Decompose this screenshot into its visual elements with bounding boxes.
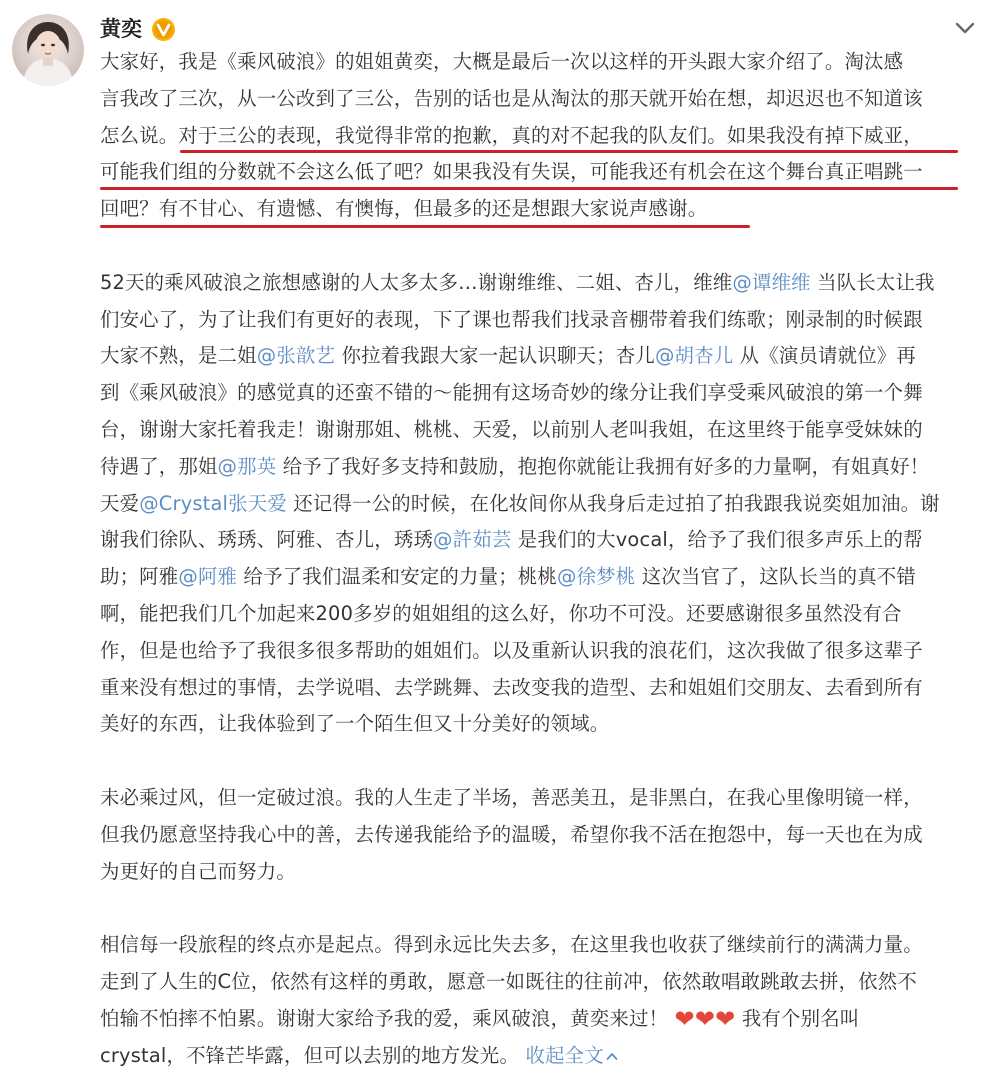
text-segment: 这次当官了，这队长当的真不错 <box>635 565 916 589</box>
mention-link[interactable]: @那英 <box>217 454 277 478</box>
text-line: 可能我们组的分数就不会这么低了吧？如果我没有失误，可能我还有机会在这个舞台真正唱跳一 <box>100 160 923 184</box>
text-line: 重来没有想过的事情，去学说唱、去学跳舞、去改变我的造型、去和姐姐们交朋友、去看到所有 <box>100 675 923 699</box>
text-segment: 大家不熟，是二姐 <box>100 344 257 368</box>
text-segment: 52天的乘风破浪之旅想感谢的人太多太多…谢谢维维、二姐、杏儿，维维 <box>100 270 733 294</box>
text-line: 们安心了，为了让我们有更好的表现，下了课也帮我们找录音棚带着我们练歌；刚录制的时候跟 <box>100 307 923 331</box>
text-line <box>100 338 972 375</box>
avatar[interactable] <box>12 14 84 86</box>
text-line: 未必乘过风，但一定破过浪。我的人生走了半场，善恶美丑，是非黑白，在我心里像明镜一样， <box>100 785 923 809</box>
text-line <box>100 1001 972 1038</box>
mention-link[interactable]: @谭维维 <box>732 270 811 294</box>
text-line: 回吧？有不甘心、有遗憾、有懊悔，但最多的还是想跟大家说声感谢。 <box>100 197 708 221</box>
highlight-underline <box>100 187 958 190</box>
text-line: 走到了人生的C位，依然有这样的勇敢，愿意一如既往的往前冲，依然敢唱敢跳敢去拼，依然不 <box>100 969 917 993</box>
text-segment: 是我们的大vocal，给予了我们很多声乐上的帮 <box>511 528 923 552</box>
text-segment: 从《演员请就位》再 <box>733 344 916 368</box>
text-line: 美好的东西，让我体验到了一个陌生但又十分美好的领域。 <box>100 712 610 736</box>
mention-link[interactable]: @許茹芸 <box>433 528 512 552</box>
text-segment: 还记得一公的时候，在化妆间你从我身后走过拍了拍我跟我说奕姐加油。谢 <box>286 491 940 515</box>
text-line: 台，谢谢大家托着我走！谢谢那姐、桃桃、天爱，以前别人老叫我姐，在这里终于能享受妹妹的 <box>100 417 923 441</box>
text-line <box>100 1038 972 1075</box>
text-line <box>100 559 972 596</box>
highlight-underline <box>180 150 958 153</box>
text-segment: 天爱 <box>100 491 140 515</box>
text-segment: 待遇了，那姐 <box>100 454 218 478</box>
text-segment: crystal，不锋芒毕露，但可以去别的地方发光。 <box>100 1043 520 1067</box>
text-segment: 我有个别名叫 <box>741 1006 860 1030</box>
text-line: 怎么说。对于三公的表现，我觉得非常的抱歉，真的对不起我的队友们。如果我没有掉下威亚， <box>100 123 923 147</box>
text-segment: 怕输不怕摔不怕累。谢谢大家给予我的爱，乘风破浪，黄奕来过！ <box>100 1006 669 1030</box>
avatar-photo <box>12 14 84 86</box>
mention-link[interactable]: @张歆艺 <box>256 344 336 368</box>
post-body <box>100 44 972 1074</box>
text-line: 但我仍愿意坚持我心中的善，去传递我能给予的温暖，希望你我不活在抱怨中，每一天也在为成 <box>100 822 923 846</box>
text-line <box>100 486 972 523</box>
verified-v-badge-icon <box>151 17 176 42</box>
chevron-up-icon <box>606 1051 618 1061</box>
text-line: 到《乘风破浪》的感觉真的还蛮不错的～能拥有这场奇妙的缘分让我们享受乘风破浪的第一个舞 <box>100 381 923 405</box>
text-segment: 给予了我好多支持和鼓励，抱抱你就能让我拥有好多的力量啊，有姐真好！ <box>276 454 930 478</box>
text-line <box>100 449 972 486</box>
paragraph-4 <box>100 927 972 1074</box>
mention-link[interactable]: @Crystal张天爱 <box>139 491 287 515</box>
mention-link[interactable]: @阿雅 <box>178 565 238 589</box>
text-line: 啊，能把我们几个加起来200多岁的姐姐组的这么好，你功不可没。还要感谢很多虽然没有合 <box>100 601 902 625</box>
paragraph-3 <box>100 780 972 890</box>
heart-emoji-icon: ❤❤❤ <box>674 1004 736 1033</box>
text-line: 言我改了三次，从一公改到了三公，告别的话也是从淘汰的那天就开始在想，却迟迟也不知道该 <box>100 86 923 110</box>
text-line: 相信每一段旅程的终点亦是起点。得到永远比失去多，在这里我也收获了继续前行的满满力量。 <box>100 933 923 957</box>
paragraph-2 <box>100 265 972 743</box>
text-segment: 当队长太让我 <box>810 270 935 294</box>
paragraph-1 <box>100 44 972 228</box>
text-line: 为更好的自己而努力。 <box>100 859 296 883</box>
author-name[interactable]: 黄奕 <box>100 17 142 41</box>
chevron-down-icon[interactable] <box>953 18 977 38</box>
highlight-underline <box>100 225 750 228</box>
text-line <box>100 522 972 559</box>
mention-link[interactable]: @徐梦桃 <box>556 565 636 589</box>
text-line <box>100 265 972 302</box>
collapse-label: 收起全文 <box>525 1043 604 1067</box>
text-line: 作，但是也给予了我很多很多帮助的姐姐们。以及重新认识我的浪花们，这次我做了很多这辈子 <box>100 638 923 662</box>
text-segment: 你拉着我跟大家一起认识聊天；杏儿 <box>335 344 655 368</box>
mention-link[interactable]: @胡杏儿 <box>654 344 734 368</box>
text-line: 大家好，我是《乘风破浪》的姐姐黄奕，大概是最后一次以这样的开头跟大家介绍了。淘汰感 <box>100 50 904 73</box>
collapse-full-text-link[interactable] <box>526 1044 618 1067</box>
text-segment: 谢我们徐队、琇琇、阿雅、杏儿，琇琇 <box>100 528 434 552</box>
text-segment: 助；阿雅 <box>100 565 179 589</box>
text-segment: 给予了我们温柔和安定的力量；桃桃 <box>237 565 557 589</box>
